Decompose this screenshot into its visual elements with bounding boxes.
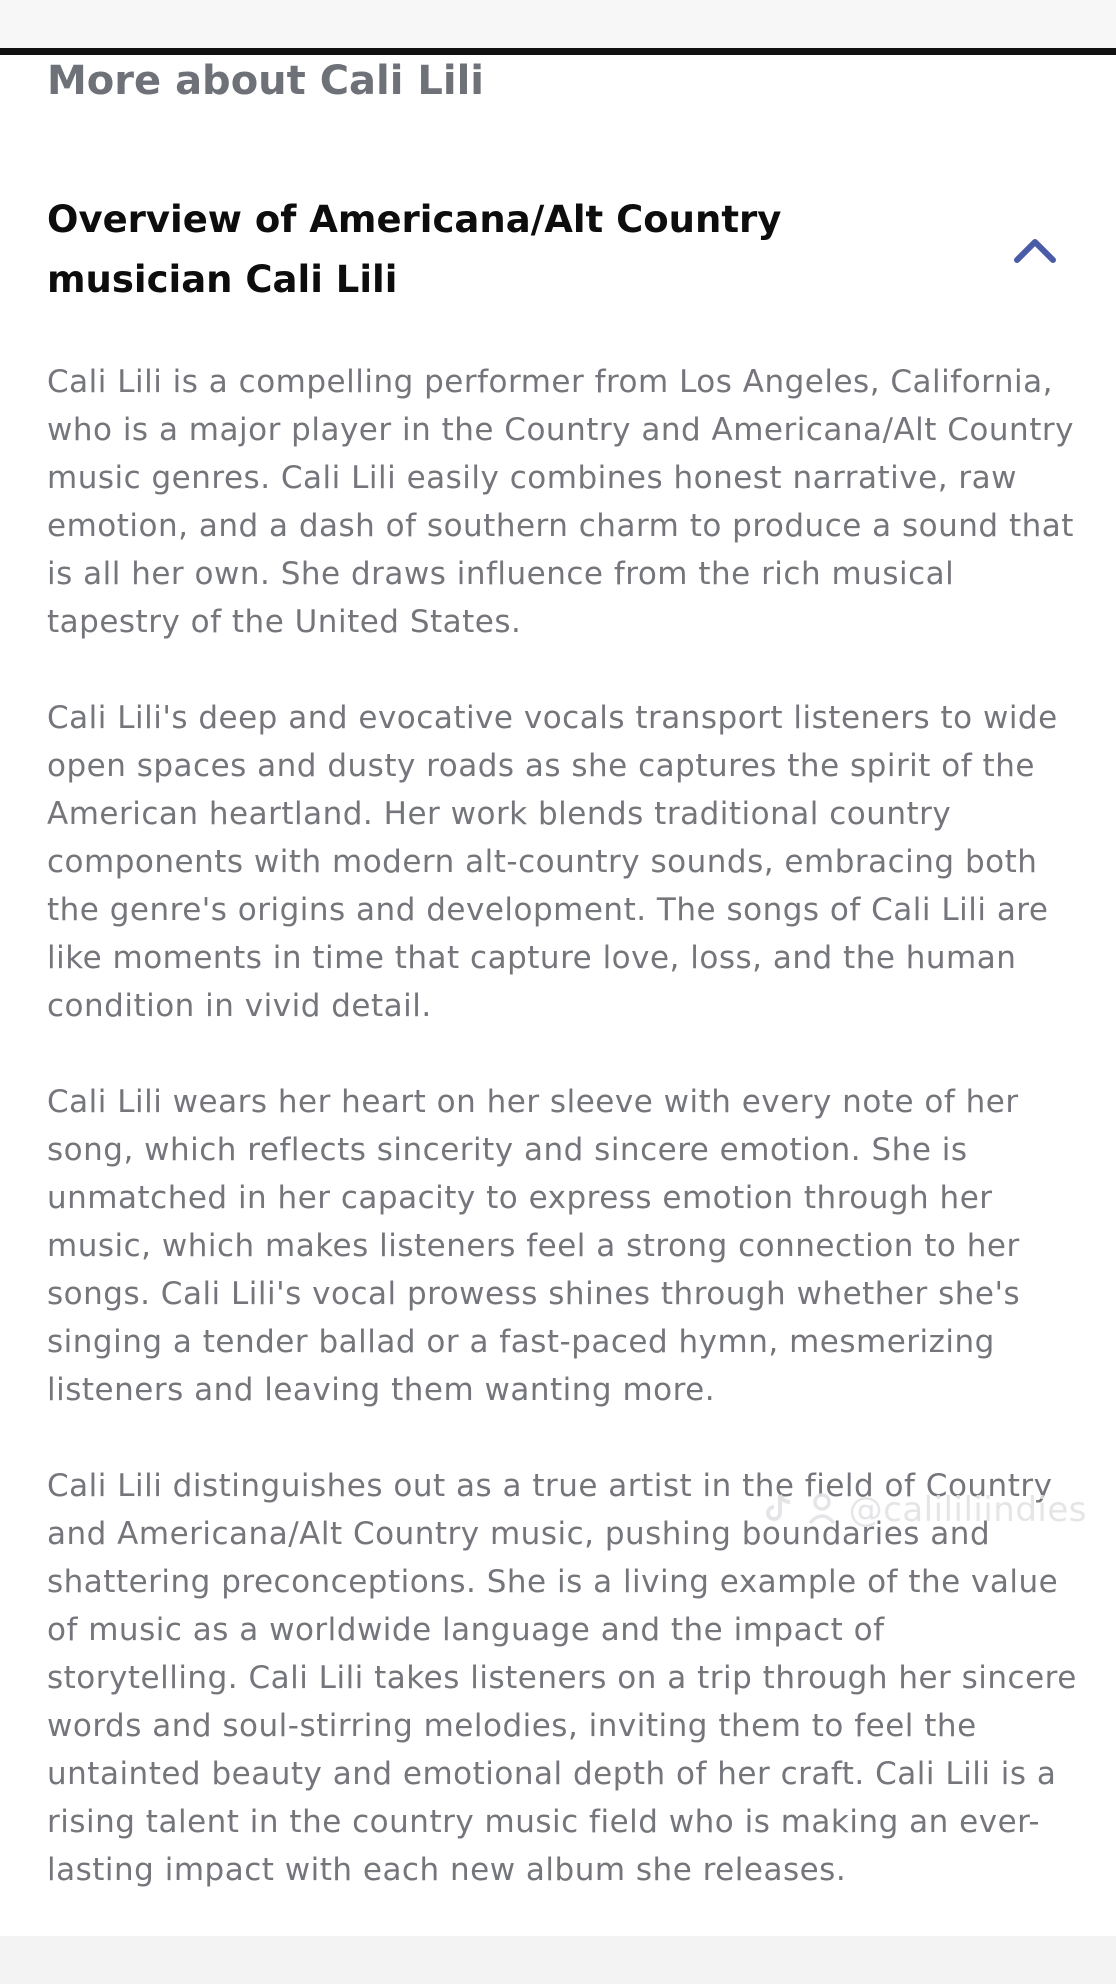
- overview-paragraph-3: Cali Lili wears her heart on her sleeve with every note of her song, which reflects sincerity and sincere emotion. She is unmatched in her capacity to express emotion through her music, which makes listeners feel a strong connection to her songs. Cali Lili's vocal prowess shines through whether she's singing a tender ballad or a fast-paced hymn, mesmerizing listeners and leaving them wanting more.: [47, 1084, 1021, 1408]
- overview-paragraph-1: Cali Lili is a compelling performer from Los Angeles, California, who is a major player in the Country and Americana/Alt Country music genres. Cali Lili easily combines honest narrative, raw emotion, and a dash of southern charm to produce a sound that is all her own. She draws influence from the rich musical tapestry of the United States.: [47, 364, 1074, 640]
- overview-paragraph-2: Cali Lili's deep and evocative vocals transport listeners to wide open spaces and dusty roads as she captures the spirit of the American heartland. Her work blends traditional country components with modern alt-country sounds, embracing both the genre's origins and development. The songs of Cali Lili are like moments in time that capture love, loss, and the human condition in vivid detail.: [47, 700, 1058, 1024]
- bottom-bar: [0, 1936, 1116, 1984]
- collapse-toggle-button[interactable]: [1007, 230, 1063, 270]
- tiktok-logo-icon: [762, 1491, 796, 1525]
- accordion-title: Overview of Americana/Alt Country musician Cali Lili: [47, 198, 782, 301]
- tiktok-watermark: [762, 1490, 1087, 1530]
- top-divider: [0, 48, 1116, 55]
- accordion-content: [47, 358, 1077, 1942]
- accordion-header[interactable]: [47, 190, 1077, 320]
- chevron-up-icon: [1013, 235, 1057, 265]
- person-icon: [807, 1491, 837, 1525]
- top-bar: [0, 0, 1116, 48]
- watermark-handle: @calililiindies: [848, 1490, 1087, 1530]
- section-title: More about Cali Lili: [47, 58, 485, 104]
- overview-paragraph-4: Cali Lili distinguishes out as a true artist in the field of Country and Americana/Alt Country music, pushing boundaries and shattering preconceptions. She is a living example of the value of music as a worldwide language and the impact of storytelling. Cali Lili takes listeners on a trip through her sincere words and soul-stirring melodies, inviting them to feel the untainted beauty and emotional depth of her craft. Cali Lili is a rising talent in the country music field who is making an ever-lasting impact with each new album she releases.: [47, 1468, 1077, 1888]
